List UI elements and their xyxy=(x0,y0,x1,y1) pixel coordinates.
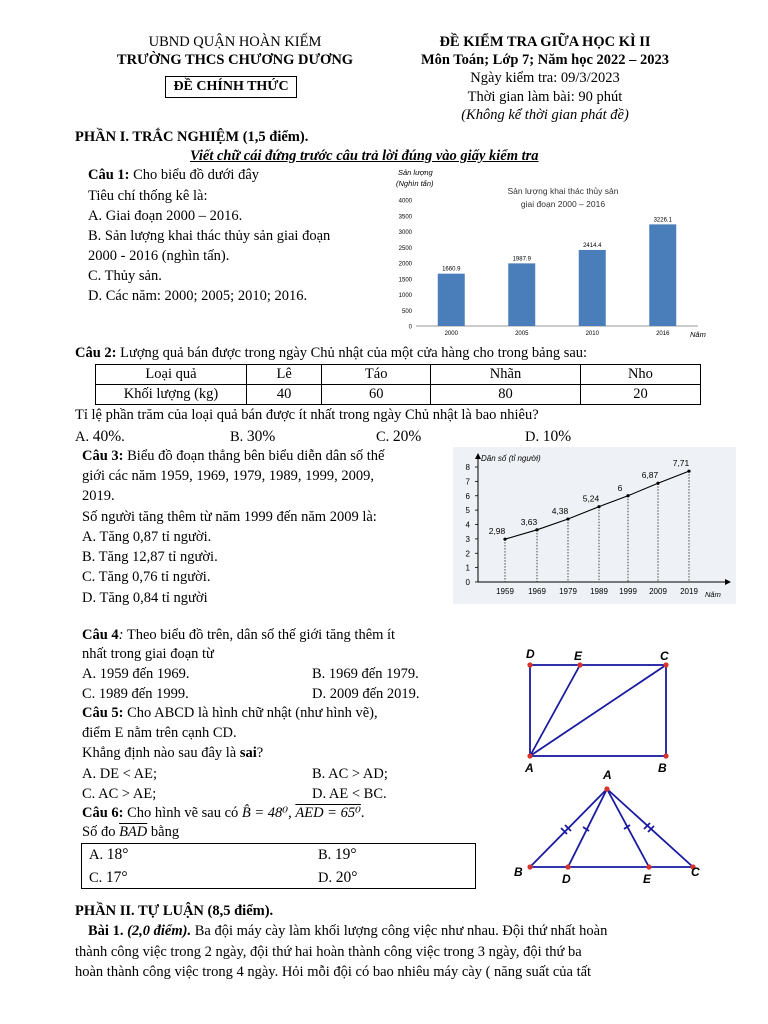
q5-line3-bold: sai xyxy=(239,745,257,761)
chart2-point xyxy=(597,505,600,508)
chart1-y-tick: 3000 xyxy=(398,230,412,236)
table-row xyxy=(96,365,701,385)
q5-line3-pre: Khẳng định nào sau đây là xyxy=(82,745,240,761)
q6-angle-aed: AED = 65⁰ xyxy=(295,805,361,821)
q6-end: . xyxy=(360,805,365,821)
q5-option-a: A. DE < AE; xyxy=(82,766,158,782)
chart2-point xyxy=(503,538,506,541)
q1-option-b-line1: B. Sản lượng khai thác thủy sản giai đoạn xyxy=(88,228,331,244)
chart2-x-tick: 1979 xyxy=(559,587,577,596)
q5-option-d: D. AE < BC. xyxy=(312,786,387,802)
q2-d-value: 10% xyxy=(542,428,572,445)
q3-line4: Số người tăng thêm từ năm 1999 đến năm 2009 là: xyxy=(82,509,377,525)
q1-line2: Tiêu chí thống kê là: xyxy=(88,188,208,204)
chart1-title-line2: giai đoạn 2000 – 2016 xyxy=(520,199,606,209)
q2-c-letter: C. xyxy=(376,429,390,445)
chart2-x-tick: 1969 xyxy=(528,587,546,596)
chart2-x-tick: 1989 xyxy=(590,587,608,596)
chart2-value-label: 6,87 xyxy=(641,470,659,481)
q6-b-letter: B. xyxy=(318,847,332,863)
point-b-dot xyxy=(663,753,668,758)
q2-text: Lượng quả bán được trong ngày Chủ nhật của một cửa hàng cho trong bảng sau: xyxy=(116,345,588,361)
q2-option-c xyxy=(376,428,421,446)
q5-line3 xyxy=(82,745,263,762)
q2-a-value: 40% xyxy=(92,428,122,445)
q6-options-box xyxy=(81,843,476,889)
chart2-value-label: 4,38 xyxy=(551,506,569,517)
point-e-label: E xyxy=(574,649,583,663)
official-label: ĐỀ CHÍNH THỨC xyxy=(173,79,289,94)
q6-option-c xyxy=(89,869,128,887)
chart1-bar xyxy=(508,263,535,326)
point-e-dot xyxy=(646,864,651,869)
part2-title: PHẦN II. TỰ LUẬN (8,5 điểm). xyxy=(75,903,274,919)
chart2-y-tick: 7 xyxy=(465,477,470,487)
rectangle-figure xyxy=(518,645,688,777)
q3-line2: giới các năm 1959, 1969, 1979, 1989, 1999, 2009, xyxy=(82,468,374,484)
q6-c-letter: C. xyxy=(89,870,103,886)
exam-duration: Thời gian làm bài: 90 phút xyxy=(467,89,623,105)
chart2-value-label: 7,71 xyxy=(672,458,690,469)
q2-option-a xyxy=(75,428,125,446)
q6-line2-pre: Số đo xyxy=(82,824,120,840)
q5-option-c: C. AC > AE; xyxy=(82,786,157,802)
population-line-chart xyxy=(453,447,736,604)
q6-c-value: 17° xyxy=(105,869,128,886)
q4-option-c: C. 1989 đến 1999. xyxy=(82,686,189,702)
table-cell: Táo xyxy=(322,365,431,385)
chart1-value-label: 3226.1 xyxy=(653,217,672,224)
q2-d-letter: D. xyxy=(525,429,540,445)
chart2-value-label: 3,63 xyxy=(520,516,538,527)
chart2-x-tick: 1999 xyxy=(619,587,637,596)
q2-a-letter: A. xyxy=(75,429,90,445)
chart1-value-label: 1987.9 xyxy=(512,256,531,263)
point-d-dot xyxy=(527,662,532,667)
exam-date: Ngày kiểm tra: 09/3/2023 xyxy=(470,70,620,86)
chart2-y-tick: 6 xyxy=(465,491,470,501)
q1-label: Câu 1: xyxy=(88,167,130,183)
exam-subject: Môn Toán; Lớp 7; Năm học 2022 – 2023 xyxy=(420,52,670,68)
point-a-label: A xyxy=(603,768,612,782)
q3-stem xyxy=(82,448,384,465)
q3-option-b: B. Tăng 12,87 tỉ người. xyxy=(82,549,218,565)
chart2-y-tick: 8 xyxy=(465,463,470,472)
point-b-label: B xyxy=(514,865,523,879)
q6-line2-post: bằng xyxy=(147,824,180,840)
q6-angle-bad: $\overline{BAD}$ xyxy=(119,824,148,840)
bai1-line3: hoàn thành công việc trong 4 ngày. Hỏi mỗi đội có bao nhiêu máy cày ( năng suất của tất xyxy=(75,964,592,980)
chart1-x-tick: 2016 xyxy=(656,331,670,337)
q4-option-d: D. 2009 đến 2019. xyxy=(312,686,420,702)
q1-text: Cho biểu đồ dưới đây xyxy=(129,167,260,183)
q2-c-value: 20% xyxy=(392,428,422,445)
q6-option-d xyxy=(318,869,357,887)
point-d-label: D xyxy=(562,872,571,886)
q1-option-a: A. Giai đoạn 2000 – 2016. xyxy=(88,208,243,224)
q4-option-b: B. 1969 đến 1979. xyxy=(312,666,419,682)
q6-label: Câu 6: xyxy=(82,805,124,821)
chart2-point xyxy=(566,517,569,520)
table-cell: 80 xyxy=(431,385,581,405)
table-cell: Loại quả xyxy=(96,365,247,385)
chart1-title-line1: Sản lượng khai thác thủy sản xyxy=(507,186,619,196)
q4-option-a: A. 1959 đến 1969. xyxy=(82,666,190,682)
chart2-y-tick: 3 xyxy=(465,534,470,544)
chart1-ylabel-line2: (Nghìn tấn) xyxy=(396,179,434,188)
school-district: UBND QUẬN HOÀN KIẾM xyxy=(148,34,322,50)
point-b-label: B xyxy=(658,761,667,775)
q2-option-b xyxy=(230,428,275,446)
bai1-points: (2,0 điểm). xyxy=(123,923,192,939)
table-cell: Nhãn xyxy=(431,365,581,385)
point-c-dot xyxy=(663,662,668,667)
chart1-y-tick: 4000 xyxy=(398,198,412,205)
table-row xyxy=(96,385,701,405)
q2-b-letter: B. xyxy=(230,429,244,445)
chart2-x-tick: 2019 xyxy=(680,587,698,596)
chart1-y-tick: 3500 xyxy=(398,214,412,221)
fruit-table xyxy=(95,364,701,405)
q6-sep: , xyxy=(288,805,296,821)
chart2-value-label: 2,98 xyxy=(488,526,506,537)
chart2-point xyxy=(535,528,538,531)
q6-option-a xyxy=(89,846,128,864)
chart2-y-tick: 5 xyxy=(465,506,470,516)
table-cell: Lê xyxy=(247,365,322,385)
bai1-label: Bài 1. xyxy=(88,923,124,939)
q2-b-value: 30% xyxy=(246,428,276,445)
q2-stem xyxy=(75,345,587,362)
bai1-line2: thành công việc trong 2 ngày, đội thứ hai hoàn thành công việc trong 3 ngày, đội thứ ba xyxy=(75,944,582,960)
q2-a-dot: . xyxy=(121,429,125,445)
q4-text: Theo biểu đồ trên, dân số thế giới tăng thêm ít xyxy=(123,627,396,643)
point-b-dot xyxy=(527,864,532,869)
q5-text: Cho ABCD là hình chữ nhật (như hình vẽ), xyxy=(123,705,378,721)
q4-line2: nhất trong giai đoạn từ xyxy=(82,646,214,662)
chart1-y-tick: 2000 xyxy=(398,261,412,268)
chart2-point xyxy=(656,482,659,485)
q2-label: Câu 2: xyxy=(75,345,117,361)
chart1-bar xyxy=(579,250,606,326)
q5-option-b: B. AC > AD; xyxy=(312,766,388,782)
triangle-figure xyxy=(510,765,710,890)
chart2-x-tick: 1959 xyxy=(496,587,514,596)
chart2-ylabel: Dân số (tỉ người) xyxy=(481,454,541,463)
chart2-y-tick: 1 xyxy=(465,563,470,573)
q5-line2: điểm E nằm trên cạnh CD. xyxy=(82,725,237,741)
q3-line3: 2019. xyxy=(82,488,115,504)
chart2-xlabel: Năm xyxy=(705,590,721,599)
q1-option-c: C. Thủy sản. xyxy=(88,268,162,284)
q1-stem xyxy=(88,167,259,184)
school-name: TRƯỜNG THCS CHƯƠNG DƯƠNG xyxy=(116,52,354,68)
q6-d-value: 20° xyxy=(335,869,358,886)
chart1-x-tick: 2005 xyxy=(515,331,529,337)
q3-label: Câu 3: xyxy=(82,448,124,464)
q1-option-d: D. Các năm: 2000; 2005; 2010; 2016. xyxy=(88,288,308,304)
fishery-bar-chart xyxy=(380,166,710,342)
chart1-y-tick: 500 xyxy=(401,308,412,315)
chart1-bar xyxy=(438,274,465,326)
chart1-x-tick: 2000 xyxy=(444,331,458,337)
point-d-label: D xyxy=(526,647,535,661)
q3-text: Biểu đồ đoạn thẳng bên biểu diễn dân số thế xyxy=(123,448,385,464)
q6-option-b xyxy=(318,846,357,864)
chart2-value-label: 6 xyxy=(617,482,623,493)
table-cell: Nho xyxy=(580,365,700,385)
point-a-label: A xyxy=(525,761,534,775)
q6-a-letter: A. xyxy=(89,847,104,863)
point-c-label: C xyxy=(691,865,700,879)
point-e-dot xyxy=(577,662,582,667)
q6-a-value: 18° xyxy=(106,846,129,863)
point-a-dot xyxy=(604,786,609,791)
bai1-line1 xyxy=(88,923,607,940)
chart1-x-tick: 2010 xyxy=(585,331,599,337)
q3-option-d: D. Tăng 0,84 tỉ người xyxy=(82,590,208,606)
exam-note: (Không kể thời gian phát đề) xyxy=(461,107,629,123)
part1-instruction: Viết chữ cái đứng trước câu trả lời đúng vào giấy kiểm tra xyxy=(190,148,539,164)
chart1-y-tick: 0 xyxy=(408,324,412,331)
q5-stem xyxy=(82,705,472,722)
table-cell: 40 xyxy=(247,385,322,405)
point-e-label: E xyxy=(643,872,652,886)
table-cell: 20 xyxy=(580,385,700,405)
q4-label: Câu 4 xyxy=(82,627,119,643)
q6-b-value: 19° xyxy=(334,846,357,863)
q1-option-b-line2: 2000 - 2016 (nghìn tấn). xyxy=(88,248,230,264)
chart2-value-label: 5,24 xyxy=(582,493,600,504)
q6-stem xyxy=(82,805,365,822)
exam-title: ĐỀ KIỂM TRA GIỮA HỌC KÌ II xyxy=(439,34,651,50)
q3-option-c: C. Tăng 0,76 tỉ người. xyxy=(82,569,211,585)
q4-stem xyxy=(82,627,395,644)
chart1-value-label: 1660.9 xyxy=(442,266,461,273)
chart1-y-tick: 1000 xyxy=(398,293,412,299)
q4-colon: : xyxy=(118,627,124,643)
official-box xyxy=(165,76,297,98)
chart1-bar xyxy=(649,224,676,326)
chart1-value-label: 2414.4 xyxy=(583,242,602,249)
table-cell: 60 xyxy=(322,385,431,405)
chart2-y-tick: 2 xyxy=(465,549,470,559)
point-d-dot xyxy=(565,864,570,869)
q3-option-a: A. Tăng 0,87 tỉ người. xyxy=(82,529,212,545)
q2-question: Tỉ lệ phần trăm của loại quả bán được ít nhất trong ngày Chủ nhật là bao nhiêu? xyxy=(75,407,539,423)
point-c-label: C xyxy=(660,649,669,663)
chart1-y-tick: 1500 xyxy=(398,277,412,284)
bai1-text: Ba đội máy cày làm khối lượng công việc như nhau. Đội thứ nhất hoàn xyxy=(191,923,608,939)
chart2-point xyxy=(687,470,690,473)
q6-angle-b: B̂ = 48⁰ xyxy=(241,805,289,821)
chart1-y-tick: 2500 xyxy=(398,245,412,252)
chart2-y-tick: 0 xyxy=(465,578,470,587)
q5-line3-post: ? xyxy=(256,745,264,761)
chart2-x-tick: 2009 xyxy=(649,587,667,596)
q6-d-letter: D. xyxy=(318,870,333,886)
q5-label: Câu 5: xyxy=(82,705,124,721)
point-a-dot xyxy=(527,753,532,758)
table-cell: Khối lượng (kg) xyxy=(96,385,247,405)
part1-title: PHẦN I. TRẮC NGHIỆM (1,5 điểm). xyxy=(75,129,309,145)
chart1-ylabel-line1: Sản lượng xyxy=(398,168,433,177)
chart2-point xyxy=(626,494,629,497)
chart1-xlabel: Năm xyxy=(690,330,706,339)
q2-option-d xyxy=(525,428,571,446)
chart2-y-tick: 4 xyxy=(465,520,470,530)
q6-text: Cho hình vẽ sau có xyxy=(123,805,242,821)
q6-line2 xyxy=(82,824,179,841)
